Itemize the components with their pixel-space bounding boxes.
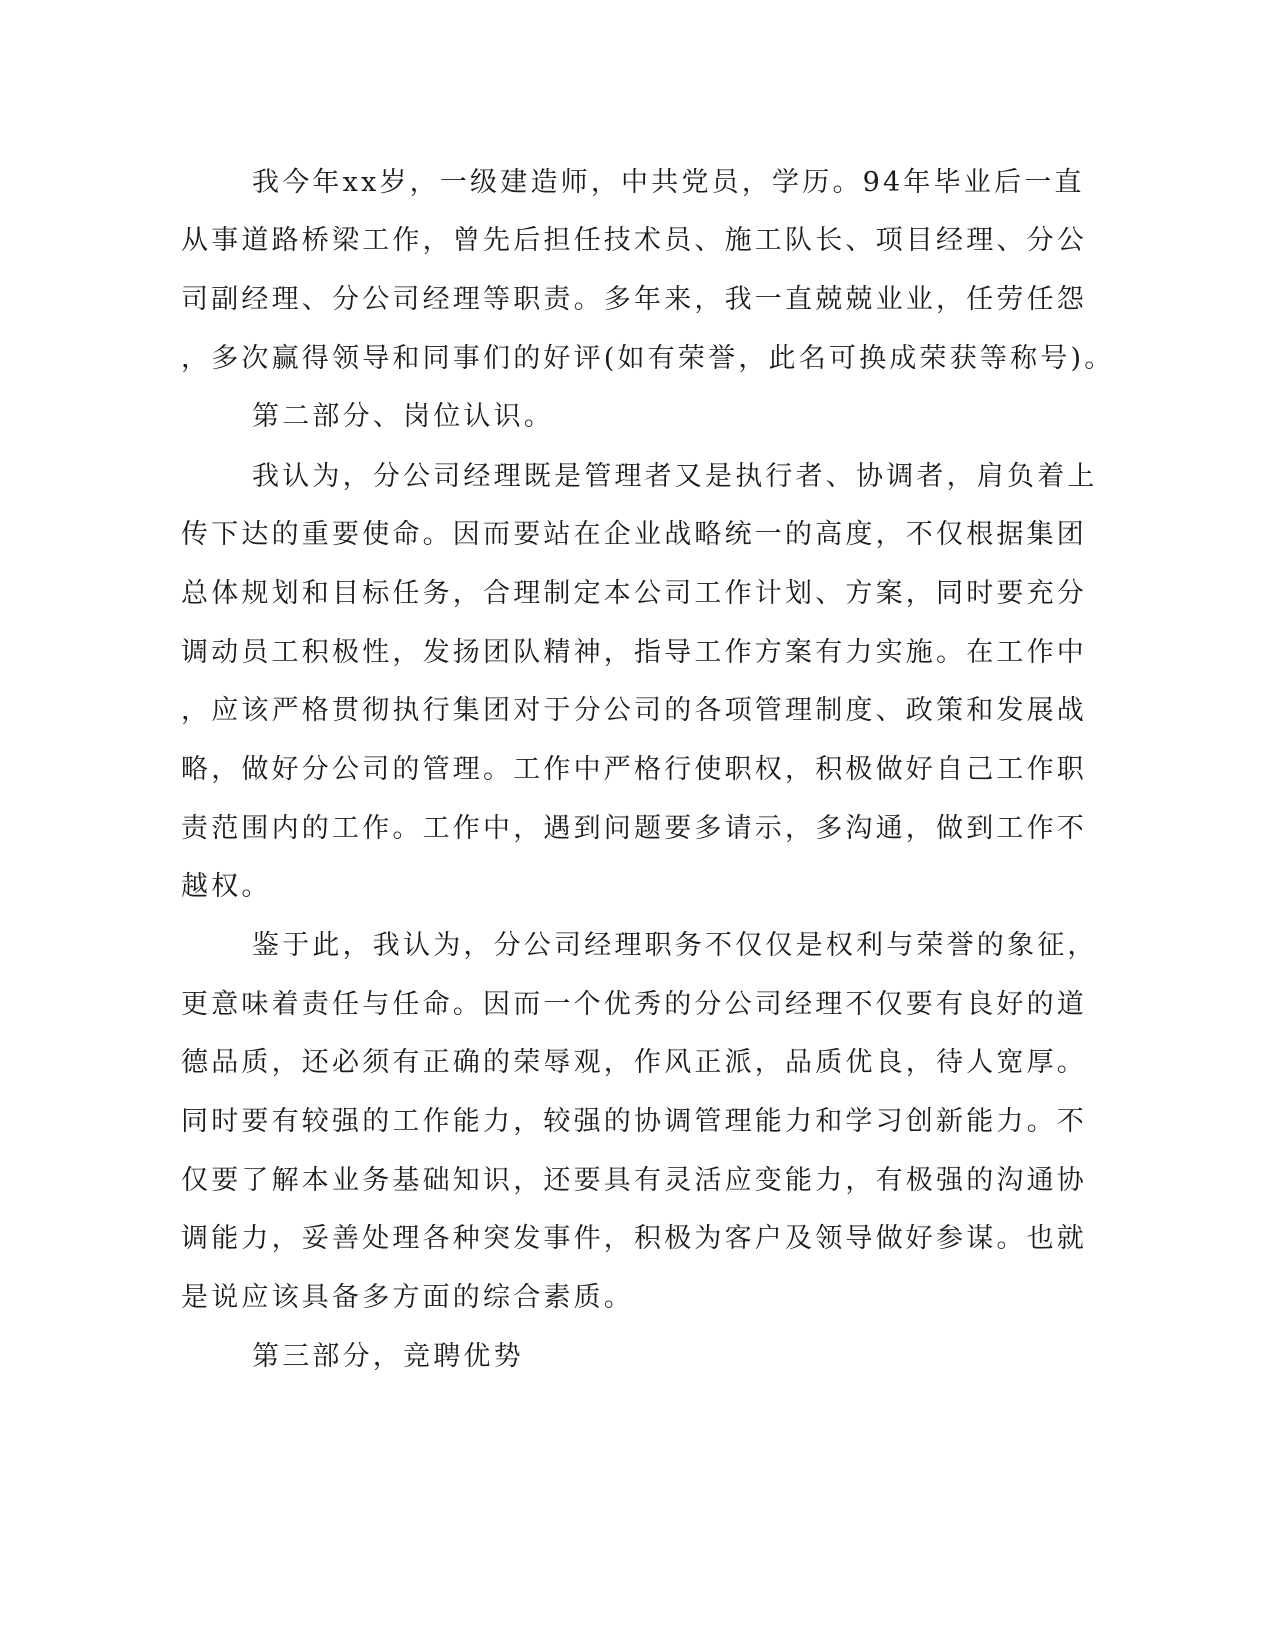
- text-line: 德品质，还必须有正确的荣辱观，作风正派，品质优良，待人宽厚。: [181, 1047, 1087, 1078]
- text-line: 是说应该具备多方面的综合素质。: [181, 1282, 634, 1313]
- text-line: 我认为，分公司经理既是管理者又是执行者、协调者，肩负着上: [252, 461, 1098, 492]
- text-line: 责范围内的工作。工作中，遇到问题要多请示，多沟通，做到工作不: [181, 813, 1087, 844]
- text-line: 越权。: [181, 871, 272, 902]
- text-line: 我今年xx岁，一级建造师，中共党员，学历。94年毕业后一直: [252, 167, 1085, 198]
- text-line: ，多次赢得领导和同事们的好评(如有荣誉，此名可换成荣获等称号)。: [181, 343, 1115, 374]
- text-line: 从事道路桥梁工作，曾先后担任技术员、施工队长、项目经理、分公: [181, 225, 1087, 256]
- text-line: 更意味着责任与任命。因而一个优秀的分公司经理不仅要有良好的道: [181, 989, 1087, 1020]
- text-line: 仅要了解本业务基础知识，还要具有灵活应变能力，有极强的沟通协: [181, 1165, 1087, 1196]
- section-heading: 第二部分、岗位认识。: [252, 401, 554, 432]
- text-line: 调能力，妥善处理各种突发事件，积极为客户及领导做好参谋。也就: [181, 1223, 1087, 1254]
- text-line: 调动员工积极性，发扬团队精神，指导工作方案有力实施。在工作中: [181, 637, 1087, 668]
- text-line: 传下达的重要使命。因而要站在企业战略统一的高度，不仅根据集团: [181, 519, 1087, 550]
- text-line: ，应该严格贯彻执行集团对于分公司的各项管理制度、政策和发展战: [181, 695, 1087, 726]
- section-heading: 第三部分，竞聘优势: [252, 1341, 524, 1372]
- text-line: 鉴于此，我认为，分公司经理职务不仅仅是权利与荣誉的象征，: [252, 930, 1098, 961]
- text-line: 同时要有较强的工作能力，较强的协调管理能力和学习创新能力。不: [181, 1106, 1087, 1137]
- text-line: 略，做好分公司的管理。工作中严格行使职权，积极做好自己工作职: [181, 754, 1087, 785]
- text-line: 总体规划和目标任务，合理制定本公司工作计划、方案，同时要充分: [181, 578, 1087, 609]
- text-line: 司副经理、分公司经理等职责。多年来，我一直兢兢业业，任劳任怨: [181, 284, 1087, 315]
